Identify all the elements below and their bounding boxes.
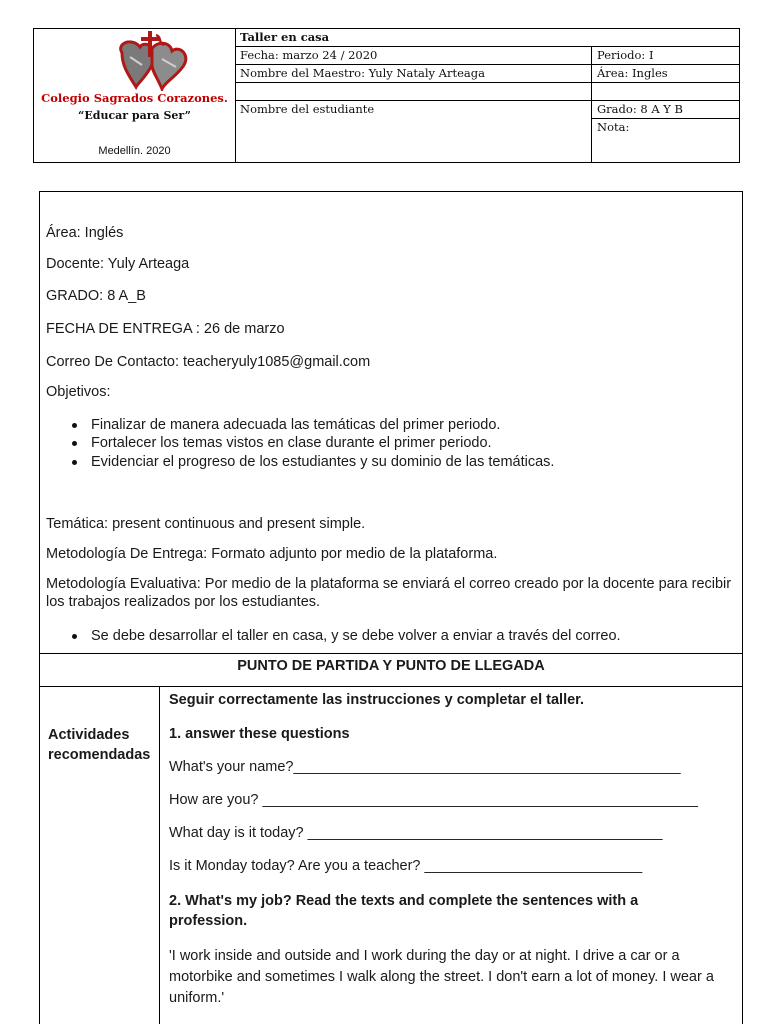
delivery-method-line: Metodología De Entrega: Formato adjunto por medio de la plataforma. bbox=[46, 546, 498, 562]
section-divider bbox=[40, 653, 742, 654]
grade-line: GRADO: 8 A_B bbox=[46, 288, 146, 304]
date-field: Fecha: marzo 24 / 2020 bbox=[240, 48, 378, 62]
question-line: What's your name?________________________________________________ bbox=[169, 759, 681, 775]
objective-item: Fortalecer los temas vistos en clase durante el primer periodo. bbox=[91, 435, 492, 451]
area-field: Área: Ingles bbox=[597, 66, 668, 80]
school-name: Colegio Sagrados Corazones. bbox=[41, 91, 228, 105]
area-line: Área: Inglés bbox=[46, 225, 124, 241]
question-line: Is it Monday today? Are you a teacher? ___________________________ bbox=[169, 858, 643, 874]
section-divider bbox=[40, 686, 742, 687]
topic-line: Temática: present continuous and present simple. bbox=[46, 516, 366, 532]
section-title: PUNTO DE PARTIDA Y PUNTO DE LLEGADA bbox=[237, 658, 545, 674]
header-divider-vertical bbox=[235, 29, 236, 162]
question-line: How are you? ______________________________________________________ bbox=[169, 792, 698, 808]
teacher-line: Docente: Yuly Arteaga bbox=[46, 256, 190, 272]
school-logo-icon bbox=[112, 31, 192, 91]
objective-item: Finalizar de manera adecuada las temáticas del primer periodo. bbox=[91, 417, 501, 433]
header-divider bbox=[235, 64, 739, 65]
question-2-title: 2. What's my job? Read the texts and complete the sentences with a profession. bbox=[169, 893, 639, 929]
question-2-text: 'I work inside and outside and I work during the day or at night. I drive a car or a motorbike and sometimes I walk along the street. I don't earn a lot of money. I wear a uniform.' bbox=[169, 948, 714, 1006]
instruction-item: Se debe desarrollar el taller en casa, y se debe volver a enviar a través del correo. bbox=[91, 628, 621, 644]
question-1-title: 1. answer these questions bbox=[169, 726, 350, 742]
header-table bbox=[33, 28, 740, 163]
bullet-icon bbox=[72, 460, 77, 465]
due-date-line: FECHA DE ENTREGA : 26 de marzo bbox=[46, 321, 285, 337]
worksheet-body bbox=[39, 191, 743, 1024]
objectives-label: Objetivos: bbox=[46, 384, 111, 400]
teacher-field: Nombre del Maestro: Yuly Nataly Arteaga bbox=[240, 66, 485, 80]
period-field: Periodo: I bbox=[597, 48, 654, 62]
question-line: What day is it today? ____________________________________________ bbox=[169, 825, 663, 841]
school-city: Medellín. 2020 bbox=[98, 145, 171, 157]
objective-item: Evidenciar el progreso de los estudiantes y su dominio de las temáticas. bbox=[91, 454, 555, 470]
header-divider bbox=[235, 100, 739, 101]
header-divider bbox=[235, 46, 739, 47]
activities-label: Actividades recomendadas bbox=[48, 727, 151, 763]
evaluation-method-line: Metodología Evaluativa: Por medio de la plataforma se enviará el correo creado por la docente para recibir los trabajos realizados por los estudiantes. bbox=[46, 576, 732, 610]
school-motto: “Educar para Ser” bbox=[78, 109, 191, 122]
contact-email-line: Correo De Contacto: teacheryuly1085@gmail.com bbox=[46, 354, 371, 370]
bullet-icon bbox=[72, 634, 77, 639]
bullet-icon bbox=[72, 441, 77, 446]
grade-field: Grado: 8 A Y B bbox=[597, 102, 683, 116]
header-divider bbox=[591, 118, 739, 119]
document-title: Taller en casa bbox=[240, 30, 330, 44]
activities-intro: Seguir correctamente las instrucciones y completar el taller. bbox=[169, 692, 585, 708]
header-divider bbox=[235, 82, 739, 83]
grade-note-field: Nota: bbox=[597, 120, 630, 134]
bullet-icon bbox=[72, 423, 77, 428]
student-name-field: Nombre del estudiante bbox=[240, 102, 375, 116]
